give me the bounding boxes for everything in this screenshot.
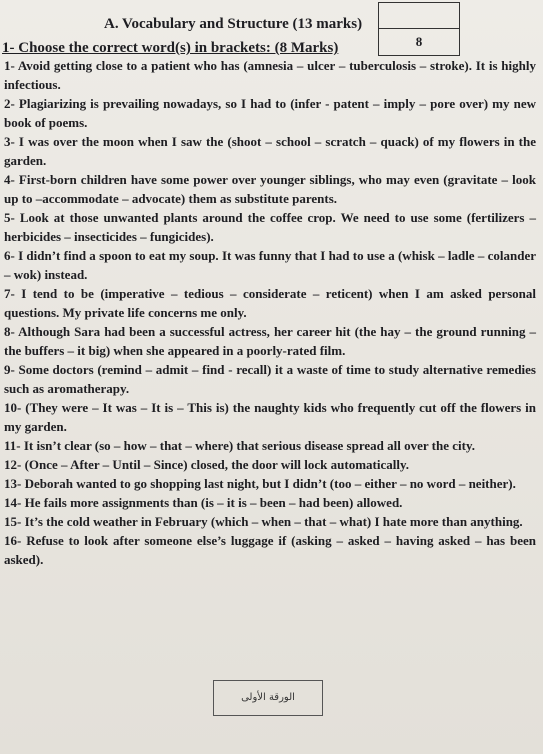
question-3: 3- I was over the moon when I saw the (shoot – school – scratch – quack) of my flowers in the garden. <box>4 134 536 168</box>
question-8: 8- Although Sara had been a successful actress, her career hit (the hay – the ground running – the buffers – it big) when she appeared in a poorly-rated film. <box>4 324 536 358</box>
question-2: 2- Plagiarizing is prevailing nowadays, so I had to (infer - patent – imply – pore over) my new book of poems. <box>4 96 536 130</box>
question-list <box>4 56 536 569</box>
question-12: 12- (Once – After – Until – Since) closed, the door will lock automatically. <box>4 457 410 472</box>
instruction: 1- Choose the correct word(s) in brackets: (8 Marks) <box>2 40 339 56</box>
score-box <box>378 2 460 56</box>
score-value: 8 <box>415 34 423 49</box>
question-10: 10- (They were – It was – It is – This is) the naughty kids who frequently cut off the flowers in my garden. <box>4 400 536 434</box>
question-4: 4- First-born children have some power over younger siblings, who may even (gravitate – look up to –accommodate – advocate) them as substitute parents. <box>4 172 536 206</box>
question-13: 13- Deborah wanted to go shopping last night, but I didn’t (too – either – no word – neither). <box>4 476 516 491</box>
question-15: 15- It’s the cold weather in February (which – when – that – what) I hate more than anything. <box>4 514 523 529</box>
question-6: 6- I didn’t find a spoon to eat my soup. It was funny that I had to use a (whisk – ladle – colander – wok) instead. <box>4 248 536 282</box>
question-5: 5- Look at those unwanted plants around the coffee crop. We need to use some (fertilizers – herbicides – insecticides – fungicides). <box>4 210 536 244</box>
question-14: 14- He fails more assignments than (is – it is – been – had been) allowed. <box>4 495 403 510</box>
section-title: A. Vocabulary and Structure (13 marks) <box>104 16 363 32</box>
question-1: 1- Avoid getting close to a patient who has (amnesia – ulcer – tuberculosis – stroke). It is highly infectious. <box>4 58 536 92</box>
question-16: 16- Refuse to look after someone else’s luggage if (asking – asked – having asked – has been asked). <box>4 533 536 567</box>
question-7: 7- I tend to be (imperative – tedious – considerate – reticent) when I am asked personal questions. My private life concerns me only. <box>4 286 536 320</box>
score-box-divider <box>379 28 459 29</box>
question-9: 9- Some doctors (remind – admit – find - recall) it a waste of time to study alternative remedies such as aromatherapy. <box>4 362 536 396</box>
question-11: 11- It isn’t clear (so – how – that – where) that serious disease spread all over the city. <box>4 438 475 453</box>
page-stamp: الورقة الأولى <box>213 680 323 716</box>
